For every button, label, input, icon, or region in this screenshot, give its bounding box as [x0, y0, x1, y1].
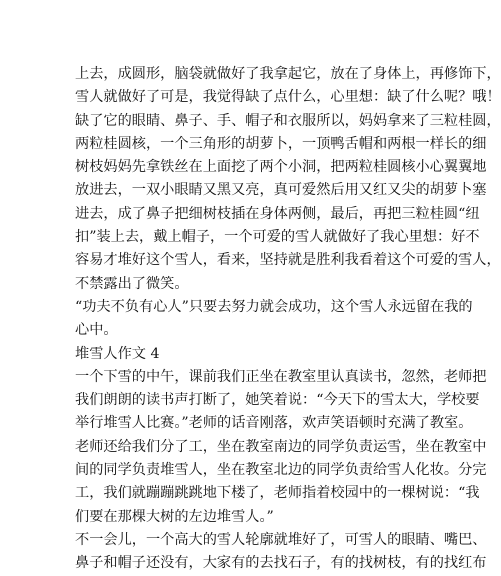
text-line: 树枝妈妈先拿铁丝在上面挖了两个小洞，把两粒桂圆核小心翼翼地: [75, 159, 487, 176]
text-line: 一个下雪的中午，课前我们正坐在教室里认真读书，忽然，老师把: [75, 368, 487, 385]
text-line: 两粒桂圆核，一个三角形的胡萝卜，一顶鸭舌帽和两根一样长的细: [75, 135, 487, 152]
text-line: 工，我们就蹦蹦跳跳地下楼了，老师指着校园中的一棵树说：“我: [75, 485, 480, 502]
text-line: 我们朗朗的读书声打断了，她笑着说：“今天下的雪太大，学校要: [75, 392, 480, 409]
text-line: 鼻子和帽子还没有，大家有的去找石子，有的找树枝，有的找红布: [75, 555, 487, 572]
text-line: 上去，成圆形，脑袋就做好了我拿起它，放在了身体上，再修饰下，: [75, 66, 501, 82]
text-line: 不禁露出了微笑。: [75, 275, 189, 292]
text-line: 缺了它的眼睛、鼻子、手、帽子和衣服所以，妈妈拿来了三粒桂圆，: [75, 112, 501, 129]
text-line: 雪人就做好了可是，我觉得缺了点什么，心里想：缺了什么呢？哦！: [75, 89, 501, 106]
text-line: 不一会儿，一个高大的雪人轮廓就堆好了，可雪人的眼睛、嘴巴、: [75, 531, 487, 548]
text-line: 容易才堆好这个雪人，看来，坚持就是胜利我看着这个可爱的雪人，: [75, 252, 501, 269]
text-line: 放进去，一双小眼睛又黑又亮，真可爱然后用又红又尖的胡萝卜塞: [75, 182, 487, 199]
text-line: 心中。: [75, 322, 118, 339]
text-line: 进去，成了鼻子把细树枝插在身体两侧，最后，再把三粒桂圆“纽: [75, 205, 480, 222]
text-line: 扣”装上去，戴上帽子，一个可爱的雪人就做好了我心里想：好不: [75, 229, 480, 246]
text-line: “功夫不负有心人”只要去努力就会成功，这个雪人永远留在我的: [75, 298, 473, 315]
text-line: 间的同学负责堆雪人，坐在教室北边的同学负责给雪人化妆。分完: [75, 462, 487, 479]
text-line: 老师还给我们分了工，坐在教室南边的同学负责运雪，坐在教室中: [75, 438, 487, 455]
text-line: 举行堆雪人比赛。”老师的话音刚落，欢声笑语顿时充满了教室。: [75, 415, 473, 432]
text-line: 们要在那棵大树的左边堆雪人。”: [75, 508, 274, 525]
document-body: [75, 63, 501, 576]
section-heading: 堆雪人作文 4: [75, 345, 160, 362]
